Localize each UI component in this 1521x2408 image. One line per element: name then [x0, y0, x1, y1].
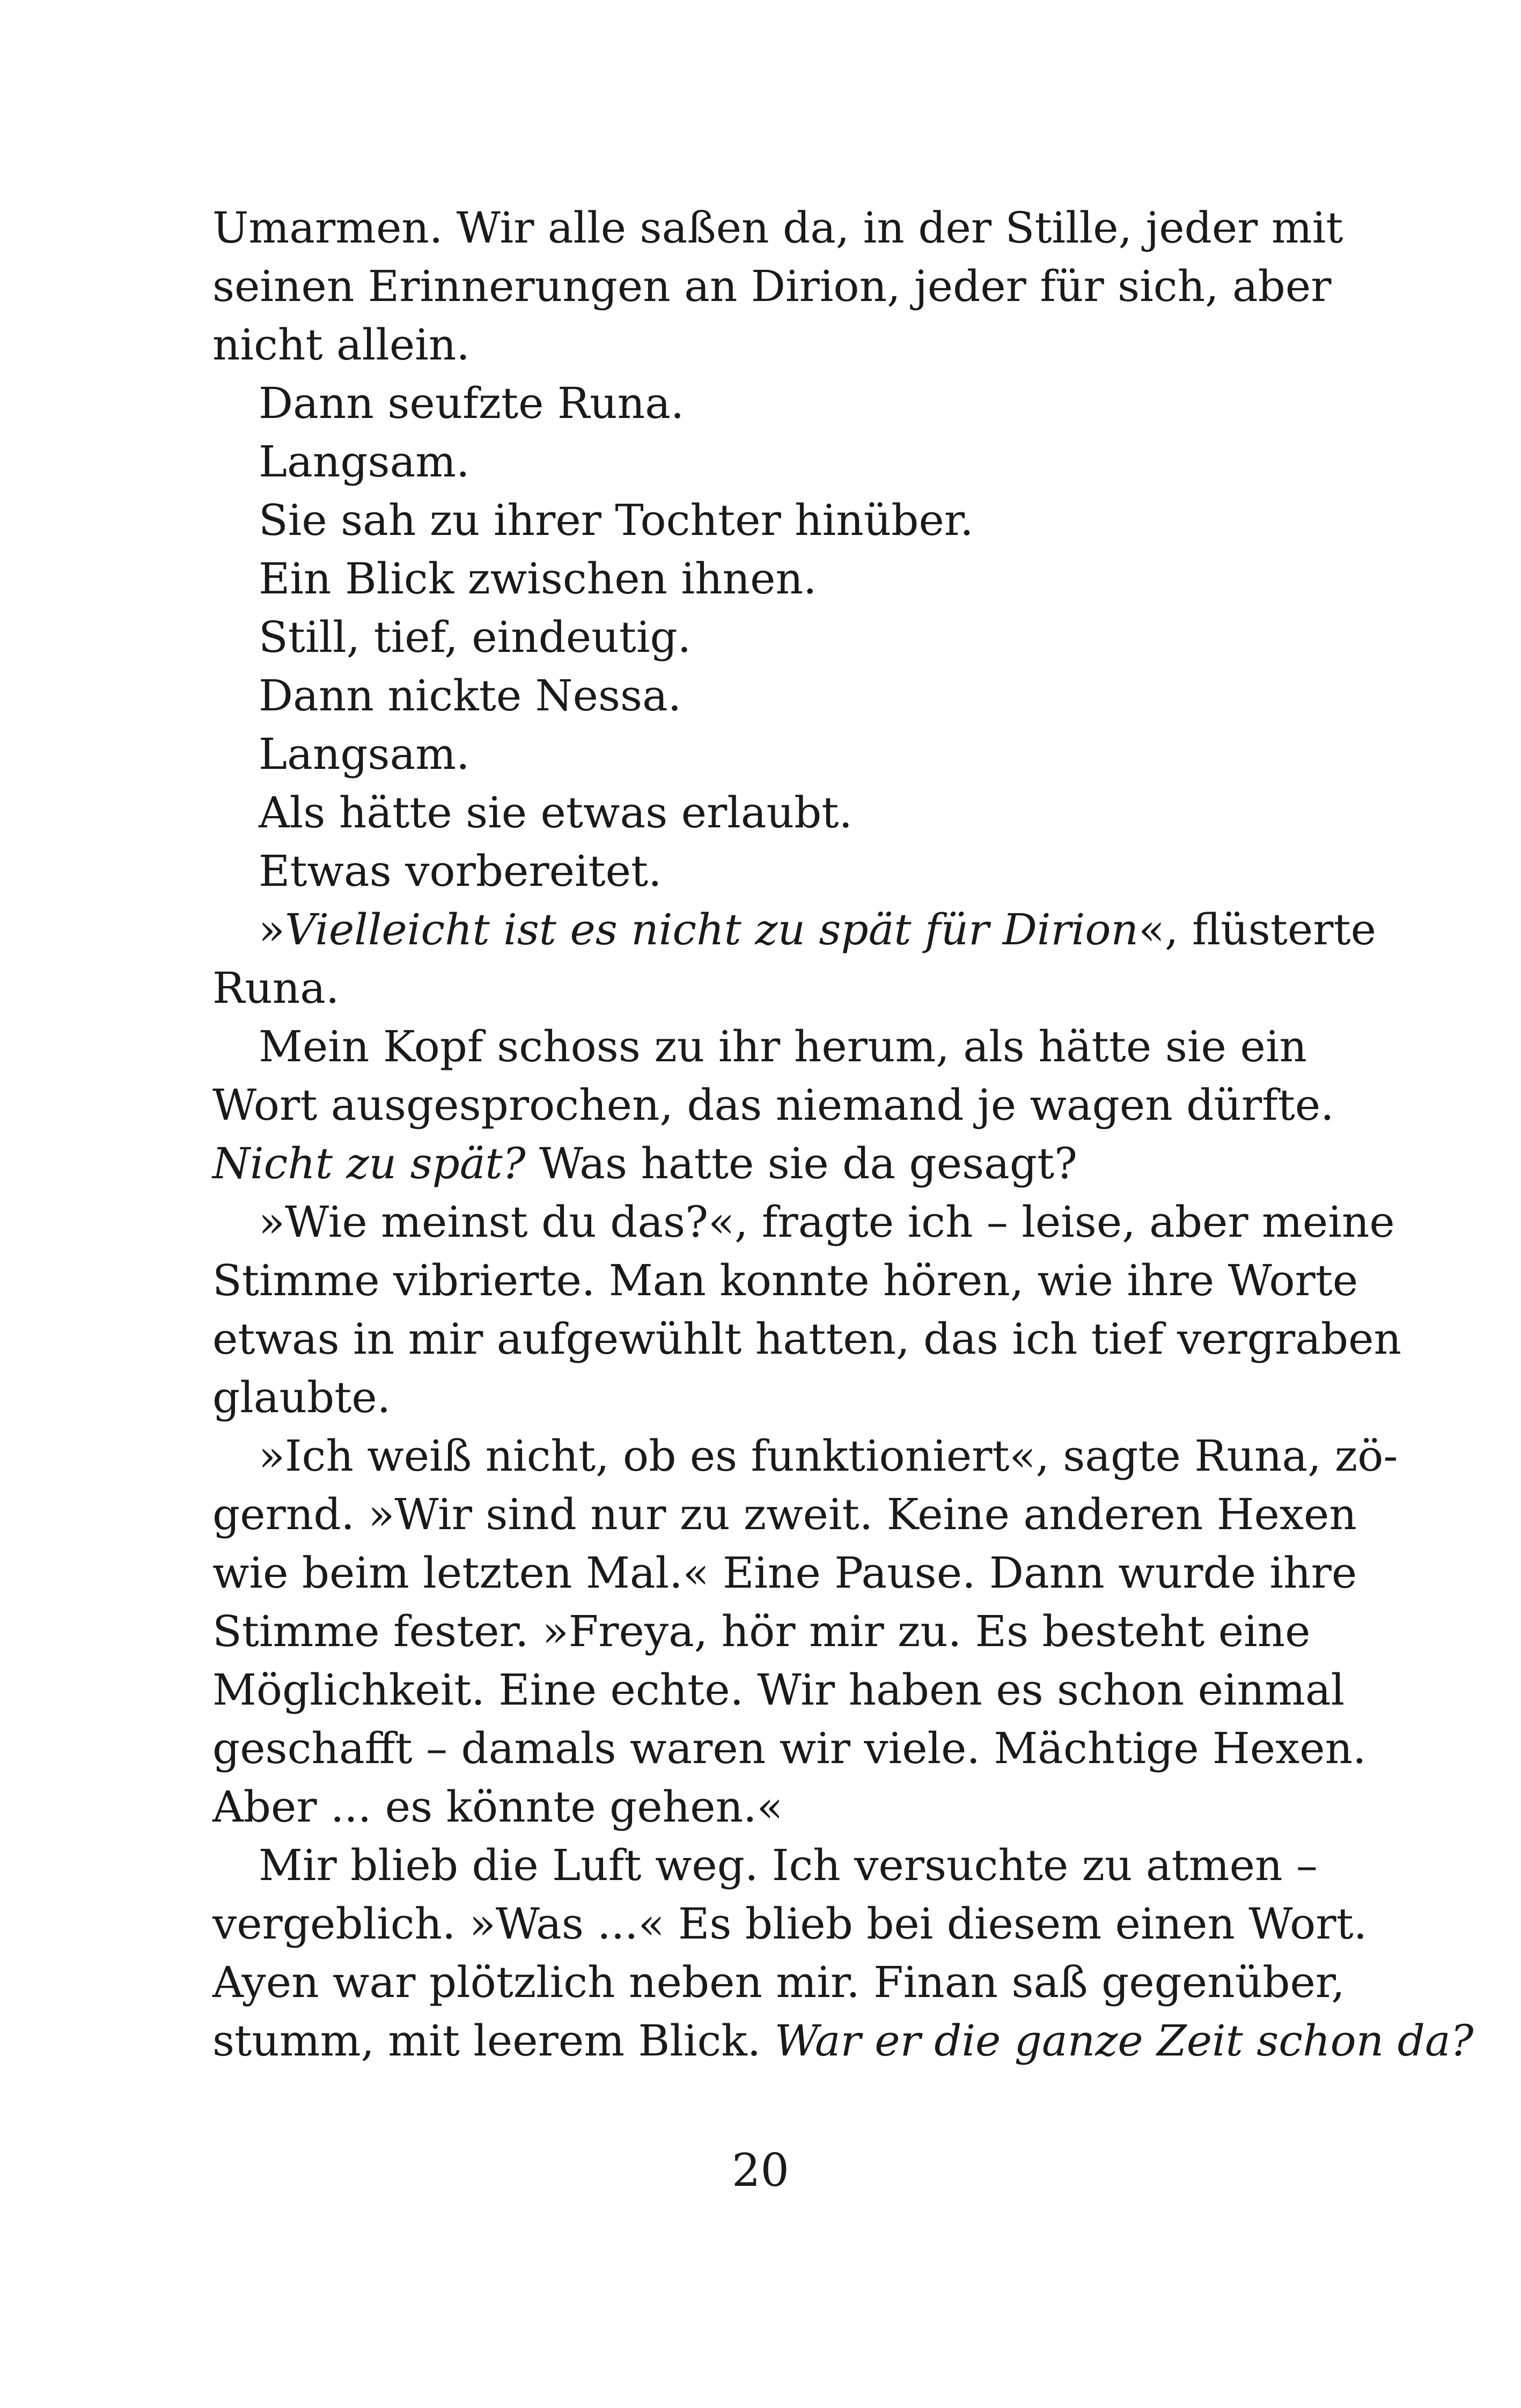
text-segment: Etwas vorbereitet. [259, 846, 662, 896]
text-segment: Als hätte sie etwas erlaubt. [259, 788, 853, 838]
text-line [212, 608, 1307, 666]
text-segment: Was hatte sie da gesagt? [525, 1139, 1078, 1188]
text-segment: Umarmen. Wir alle saßen da, in der Stille, jeder mit [212, 203, 1343, 253]
text-line [212, 1368, 1307, 1427]
text-segment: Aber ... es könnte gehen.« [212, 1782, 783, 1832]
text-segment: vergeblich. »Was ...« Es blieb bei diesem einen Wort. [212, 1899, 1368, 1949]
text-segment: Runa. [212, 963, 340, 1013]
text-segment: Mir blieb die Luft weg. Ich versuchte zu atmen – [259, 1840, 1318, 1890]
text-line [212, 199, 1343, 257]
text-line [212, 959, 1307, 1017]
text-segment: stumm, mit leerem Blick. [212, 2016, 775, 2066]
text-line [212, 1485, 1357, 1544]
text-segment: Stimme fester. »Freya, hör mir zu. Es besteht eine [212, 1606, 1311, 1656]
text-line [212, 1310, 1401, 1368]
text-segment: Stimme vibrierte. Man konnte hören, wie ihre Worte [212, 1256, 1358, 1305]
text-segment: Mein Kopf schoss zu ihr herum, als hätte sie ein [259, 1022, 1307, 1071]
text-line [212, 842, 1307, 900]
text-segment: Langsam. [259, 437, 470, 487]
text-segment: gernd. »Wir sind nur zu zweit. Keine anderen Hexen [212, 1489, 1357, 1539]
text-line [212, 1017, 1307, 1076]
text-line [212, 432, 1307, 491]
text-line [212, 1953, 1345, 2011]
italic-text-segment: Vielleicht ist es nicht zu spät für Dirion [284, 905, 1139, 955]
text-segment: Dann nickte Nessa. [259, 671, 682, 721]
text-line [212, 374, 1307, 432]
text-line [212, 1836, 1318, 1895]
text-segment: » [259, 905, 285, 955]
text-segment: Still, tief, eindeutig. [259, 612, 692, 662]
text-segment: Wort ausgesprochen, das niemand je wagen dürfte. [212, 1080, 1334, 1130]
text-line [212, 1661, 1345, 1719]
page-number: 20 [732, 2144, 789, 2197]
text-segment: Möglichkeit. Eine echte. Wir haben es schon einmal [212, 1665, 1345, 1715]
text-line [212, 1602, 1311, 1661]
italic-text-segment: War er die ganze Zeit schon da? [774, 2016, 1474, 2066]
text-line [212, 1778, 1307, 1836]
text-line [212, 1895, 1368, 1953]
text-line [212, 783, 1307, 842]
text-segment: geschafft – damals waren wir viele. Mächtige Hexen. [212, 1723, 1366, 1773]
text-segment: wie beim letzten Mal.« Eine Pause. Dann wurde ihre [212, 1548, 1357, 1598]
text-line [212, 666, 1307, 725]
text-segment: Sie sah zu ihrer Tochter hinüber. [259, 495, 974, 545]
text-line [212, 1193, 1395, 1251]
text-line [212, 1544, 1357, 1602]
text-line [212, 315, 1307, 374]
text-segment: nicht allein. [212, 320, 470, 370]
italic-text-segment: Nicht zu spät? [212, 1139, 526, 1188]
book-page-text [212, 199, 1474, 2070]
text-segment: Ayen war plötzlich neben mir. Finan saß gegenüber, [212, 1957, 1345, 2007]
text-line [212, 1719, 1366, 1778]
text-line [212, 2011, 1474, 2070]
text-segment: »Ich weiß nicht, ob es funktioniert«, sagte Runa, zö- [259, 1431, 1398, 1481]
text-segment: glaubte. [212, 1372, 391, 1422]
text-segment: Ein Blick zwischen ihnen. [259, 554, 817, 604]
text-line [212, 1427, 1398, 1485]
text-segment: Dann seufzte Runa. [259, 378, 685, 428]
text-segment: etwas in mir aufgewühlt hatten, das ich tief vergraben [212, 1314, 1401, 1364]
text-line [212, 1134, 1307, 1193]
text-line [212, 257, 1332, 315]
text-line [212, 1076, 1334, 1134]
text-segment: Langsam. [259, 729, 470, 779]
text-line [212, 725, 1307, 783]
text-segment: «, flüsterte [1138, 905, 1376, 955]
text-segment: »Wie meinst du das?«, fragte ich – leise, aber meine [259, 1197, 1395, 1247]
text-line [212, 491, 1307, 549]
text-line [212, 1251, 1358, 1310]
text-segment: seinen Erinnerungen an Dirion, jeder für sich, aber [212, 261, 1332, 311]
text-line [212, 900, 1376, 959]
text-line [212, 549, 1307, 608]
